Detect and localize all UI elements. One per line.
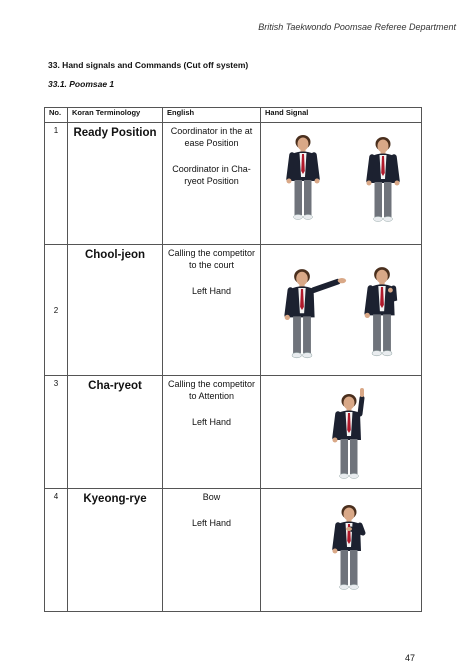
running-header: British Taekwondo Poomsae Referee Department bbox=[258, 22, 456, 32]
english-description bbox=[163, 489, 261, 612]
row-number: 4 bbox=[45, 489, 68, 612]
hand-signal-cell bbox=[261, 489, 422, 612]
hand-signal-cell bbox=[261, 245, 422, 376]
table-row bbox=[45, 245, 422, 376]
english-line: Calling the competitor to Attention bbox=[167, 379, 256, 401]
table-row bbox=[45, 123, 422, 245]
referee-arm-extended-figure bbox=[279, 257, 351, 361]
english-description bbox=[163, 376, 261, 489]
english-line: Left Hand bbox=[191, 417, 232, 427]
table-row bbox=[45, 489, 422, 612]
korean-term: Chool-jeon bbox=[68, 245, 163, 376]
english-line: Calling the competitor to the court bbox=[167, 248, 256, 270]
referee-bow-signal-figure bbox=[329, 495, 369, 597]
table-header-row bbox=[45, 108, 422, 123]
column-header-term: Koran Terminology bbox=[68, 108, 163, 123]
english-line: Bow bbox=[202, 492, 221, 502]
korean-term: Kyeong-rye bbox=[68, 489, 163, 612]
row-number: 2 bbox=[45, 245, 68, 376]
korean-term: Ready Position bbox=[68, 123, 163, 245]
section-subtitle: 33.1. Poomsae 1 bbox=[48, 79, 115, 89]
referee-at-ease-figure bbox=[283, 133, 323, 223]
korean-term: Cha-ryeot bbox=[68, 376, 163, 489]
english-line: Left Hand bbox=[191, 286, 232, 296]
row-number: 3 bbox=[45, 376, 68, 489]
row-number: 1 bbox=[45, 123, 68, 245]
english-description bbox=[163, 245, 261, 376]
english-line: Left Hand bbox=[191, 518, 232, 528]
referee-attention-signal-figure bbox=[329, 382, 369, 484]
page-number: 47 bbox=[405, 653, 416, 663]
table-row bbox=[45, 376, 422, 489]
referee-hand-raised-figure bbox=[361, 257, 401, 361]
english-description bbox=[163, 123, 261, 245]
english-line: Coordinator in Cha-ryeot Position bbox=[172, 164, 251, 186]
referee-attention-figure bbox=[363, 135, 403, 225]
column-header-english: English bbox=[163, 108, 261, 123]
column-header-signal: Hand Signal bbox=[261, 108, 422, 123]
hand-signal-cell bbox=[261, 123, 422, 245]
column-header-no: No. bbox=[45, 108, 68, 123]
hand-signal-cell bbox=[261, 376, 422, 489]
hand-signal-table bbox=[44, 107, 422, 612]
english-line: Coordinator in the at ease Position bbox=[170, 126, 253, 148]
section-title: 33. Hand signals and Commands (Cut off system) bbox=[48, 60, 249, 70]
